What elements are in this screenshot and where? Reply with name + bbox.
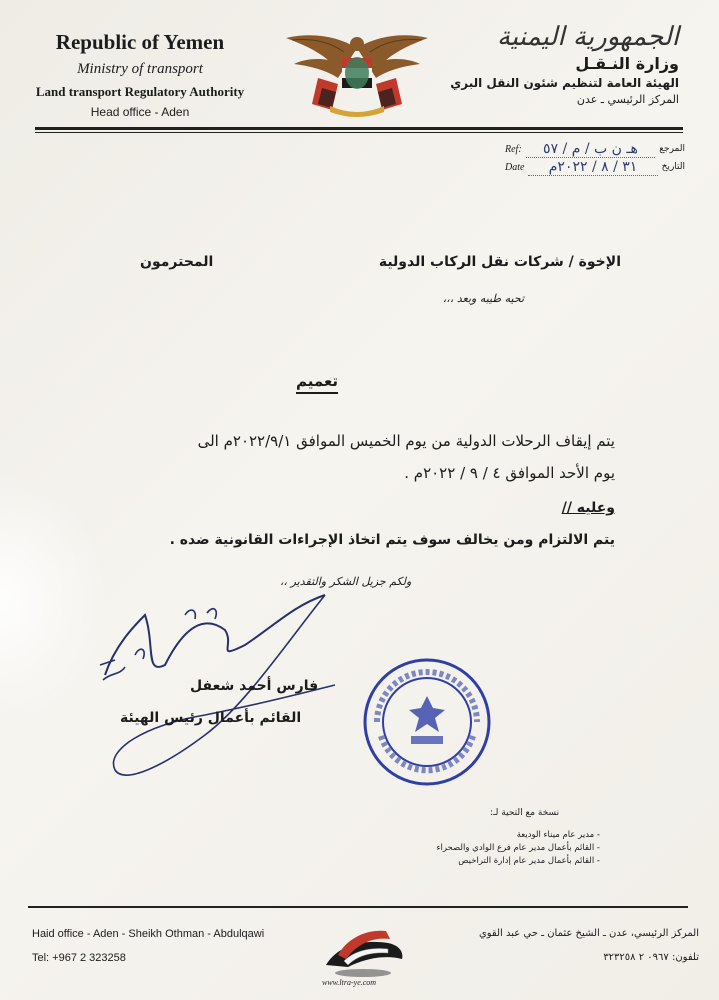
footer-address-en: Haid office - Aden - Sheikh Othman - Abdulqawi xyxy=(32,928,265,940)
authority-name-ar: الهيئة العامة لتنظيم شئون النقل البري xyxy=(450,76,679,90)
country-name-ar: الجمهورية اليمنية xyxy=(496,22,679,52)
footer-address-ar: المركز الرئيسي، عدن ـ الشيخ عثمان ـ حي عبد القوي xyxy=(478,928,699,939)
addressee-line: الإخوة / شركات نقل الركاب الدولية xyxy=(378,254,621,270)
ministry-name-ar: وزارة النـقـل xyxy=(575,54,679,73)
date-row xyxy=(505,158,685,176)
footer-phone-ar: تلفون: ٠٩٦٧ ٢ ٣٢٣٢٥٨ xyxy=(603,952,699,963)
signatory-title: القائم بأعمال رئيس الهيئة xyxy=(120,710,302,726)
footer-website: www.ltra-ye.com xyxy=(322,978,377,987)
footer-arabic xyxy=(479,922,699,970)
copies-title: نسخة مع التحية لـ: xyxy=(490,808,560,818)
copy-recipient: - القائم بأعمال مدير عام فرع الوادي والصحراء xyxy=(370,843,600,853)
greeting-line: تحيه طيبه وبعد ،،، xyxy=(442,292,524,305)
ref-label-en: Ref: xyxy=(505,143,522,155)
footer-phone-en: Tel: +967 2 323258 xyxy=(32,952,126,964)
date-label-en: Date xyxy=(505,161,525,173)
country-name-en: Republic of Yemen xyxy=(55,30,225,54)
warning-line: يتم الالتزام ومن يخالف سوف يتم اتخاذ الإجراءات القانونية ضده . xyxy=(169,532,615,548)
ministry-name-en: Ministry of transport xyxy=(77,61,203,77)
signatory-name: فارس أحمد شعفل xyxy=(190,678,319,694)
office-name-ar: المركز الرئيسي ـ عدن xyxy=(576,93,679,106)
ref-value: هـ ن ب / م / ٥٧ xyxy=(526,141,656,158)
circular-title: تعميم xyxy=(296,372,339,390)
body-line-1: يتم إيقاف الرحلات الدولية من يوم الخميس الموافق ٢٠٢٢/٩/١م الى xyxy=(197,432,615,450)
footer-divider xyxy=(28,906,688,908)
reference-block xyxy=(505,140,685,176)
footer-english xyxy=(32,922,264,970)
respected-label: المحترمون xyxy=(140,254,214,270)
header-divider-thin xyxy=(35,132,683,133)
english-letterhead xyxy=(20,30,260,119)
office-name-en: Head office - Aden xyxy=(90,105,190,119)
copy-recipient: - القائم بأعمال مدير عام إدارة التراخيص xyxy=(370,856,600,866)
authority-name-en: Land transport Regulatory Authority xyxy=(35,84,245,99)
date-value: ٣١ / ٨ / ٢٠٢٢م xyxy=(528,159,657,176)
yemen-eagle-emblem-icon xyxy=(282,28,432,118)
header-divider xyxy=(35,127,683,130)
authority-logo-icon xyxy=(318,915,408,985)
accordingly-label: وعليه // xyxy=(561,500,615,516)
body-line-2: يوم الأحد الموافق ٤ / ٩ / ٢٠٢٢م . xyxy=(404,464,615,482)
copies-list xyxy=(370,830,600,869)
official-stamp-seal-icon xyxy=(361,656,493,788)
date-label-ar: التاريخ xyxy=(661,162,685,172)
thanks-line: ولكم جزيل الشكر والتقدير ،، xyxy=(280,575,412,588)
ref-label-ar: المرجع xyxy=(659,144,685,154)
copy-recipient: - مدير عام ميناء الوديعة xyxy=(370,830,600,840)
reference-row xyxy=(505,140,685,158)
arabic-letterhead xyxy=(449,22,679,106)
